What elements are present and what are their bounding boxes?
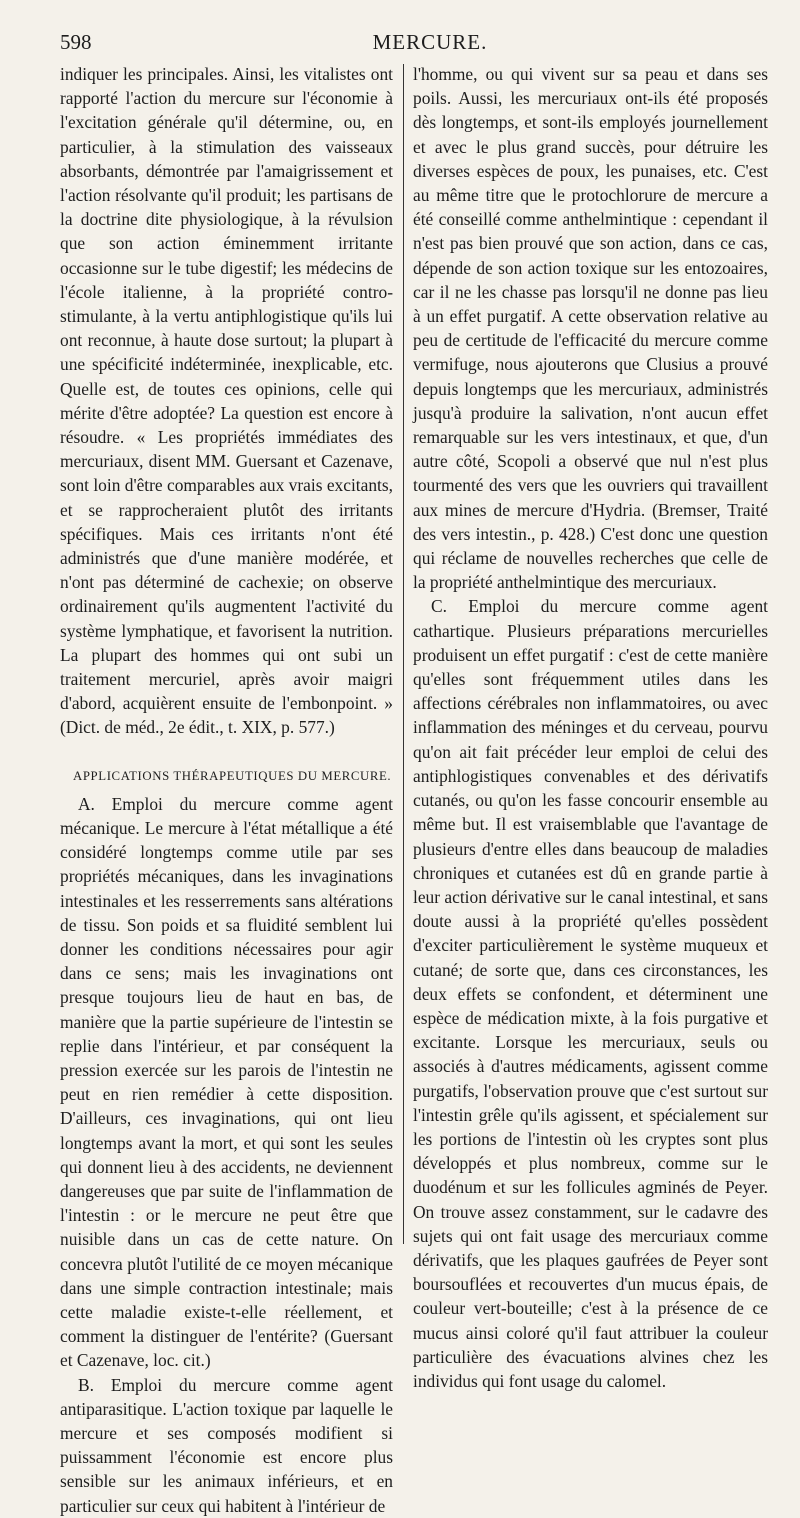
intro-paragraph: indiquer les principales. Ainsi, les vitalistes ont rapporté l'action du mercure sur l'économie à l'excitation générale qu'il détermine, ou, en particulier, à la stimulation des vaisseaux absorbants, démontrée par l'amaigrissement et l'action résolvante qu'il produit; les partisans de la doctrine dite physiologique, à la révulsion que son action éminemment irritante occasionne sur le tube digestif; les médecins de l'école italienne, à la propriété contro-stimulante, à la vertu antiphlogistique qu'ils lui ont reconnue, à haute dose surtout; la plupart à une spécificité indéterminée, inexplicable, etc. Quelle est, de toutes ces opinions, celle qui mérite d'être adoptée? La question est encore à résoudre. « Les propriétés immédiates des mercuriaux, disent MM. Guersant et Cazenave, sont loin d'être comparables aux vrais excitants, et se rapprocheraient plutôt des irritants spécifiques. Mais ces irritants n'ont été administrés que d'une manière modérée, et n'ont pas déterminé de cachexie; on observe ordinairement qu'ils augmentent l'activité du système lymphatique, et favorisent la nutrition. La plupart des hommes qui ont subi un traitement mercuriel, après avoir maigri d'abord, acquièrent ensuite de l'embonpoint. » (Dict. de méd., 2e édit., t. XIX, p. 577.) [60,64,393,738]
section-c-paragraph: C. Emploi du mercure comme agent cathartique. Plusieurs préparations mercurielles produisent un effet purgatif : c'est de cette manière qu'elles sont fréquemment utiles dans les affections cérébrales non inflammatoires, ou avec inflammation des méninges et du cerveau, pourvu qu'on ait fait précéder leur emploi de celui des antiphlogistiques convenables et des dérivatifs cutanés, ou qu'on les fasse concourir ensemble au même but. Il est vraisemblable que l'avantage de plusieurs d'entre elles dans beaucoup de maladies chroniques et cutanées est dû en grande partie à leur action dérivative sur le canal intestinal, et sans doute aussi à la propriété qu'elles possèdent d'exciter particulièrement le système muqueux et cutané; de sorte que, dans ces circonstances, les deux effets se confondent, et déterminent une espèce de médication mixte, à la fois purgative et excitante. Lorsque les mercuriaux, seuls ou associés à d'autres médicaments, agissent comme purgatifs, l'observation prouve que c'est surtout sur l'intestin grêle qu'ils agissent, et spécialement sur les portions de l'intestin où les cryptes sont plus développés et plus nombreux, comme sur le duodénum et sur les follicules agminés de Peyer. On trouve assez constamment, sur le cadavre des sujets qui ont fait usage des mercuriaux comme dérivatifs, que les plaques gaufrées de Peyer sont boursouflées et recouvertes d'un mucus épais, de couleur vert-bouteille; c'est à la présence de ce mucus ainsi coloré qu'il faut attribuer la couleur particulière des évacuations alvines chez les individus qui font usage du calomel. [413,596,768,1391]
left-column [60,62,393,1518]
column-divider [403,64,404,1244]
right-column [413,62,768,1393]
page-header [60,30,800,60]
running-head: MERCURE. [372,30,488,54]
section-a-paragraph: A. Emploi du mercure comme agent mécanique. Le mercure à l'état métallique a été considéré longtemps comme utile par ses propriétés mécaniques, dans les invaginations intestinales et les resserrements sans altérations de tissu. Son poids et sa fluidité semblent lui donner les conditions nécessaires pour agir dans ce sens; mais les invaginations ont presque toujours lieu de haut en bas, de manière que la partie supérieure de l'intestin se replie dans l'intérieur, et par conséquent la pression exercée sur les parois de l'intestin ne peut en rien remédier à cette disposition. D'ailleurs, ces invaginations, qui ont lieu longtemps avant la mort, et qui sont les seules qui donnent lieu à des accidents, ne deviennent dangereuses que par suite de l'inflammation de l'intestin : or le mercure ne peut être que nuisible dans un cas de cette nature. On concevra plutôt l'utilité de ce moyen mécanique dans une simple contraction intestinale; mais cette maladie existe-t-elle réellement, et comment la distinguer de l'entérite? (Guersant et Cazenave, loc. cit.) [60,793,393,1371]
section-b-paragraph-start: B. Emploi du mercure comme agent antiparasitique. L'action toxique par laquelle le mercure et ses composés modifient si puissamment l'économie est encore plus sensible sur les animaux inférieurs, et en particulier sur ceux qui habitent à l'intérieur de [60,1374,393,1516]
page-number: 598 [60,30,92,54]
section-heading: APPLICATIONS THÉRAPEUTIQUES DU MERCURE. [73,768,392,783]
section-b-paragraph-end: l'homme, ou qui vivent sur sa peau et dans ses poils. Aussi, les mercuriaux ont-ils été proposés dès longtemps, et sont-ils employés journellement et avec le plus grand succès, pour détruire les diverses espèces de poux, les punaises, etc. C'est au même titre que le protochlorure de mercure a été conseillé comme anthelmintique : cependant il n'est pas bien prouvé que son action, dans ce cas, dépende de son action toxique sur les entozoaires, car il ne les chasse pas lorsqu'il ne donne pas lieu à un effet purgatif. A cette observation relative au peu de certitude de l'efficacité du mercure comme vermifuge, nous ajouterons que Clusius a prouvé depuis longtemps que les mercuriaux, administrés jusqu'à produire la salivation, n'ont aucun effet remarquable sur les vers intestinaux, et que, d'un autre côté, Scopoli a observé que nul n'est plus tourmenté des vers que les ouvriers qui travaillent aux mines de mercure d'Hydria. (Bremser, Traité des vers intestin., p. 428.) C'est donc une question qui réclame de nouvelles recherches que celle de la propriété anthelmintique des mercuriaux. [413,64,768,593]
